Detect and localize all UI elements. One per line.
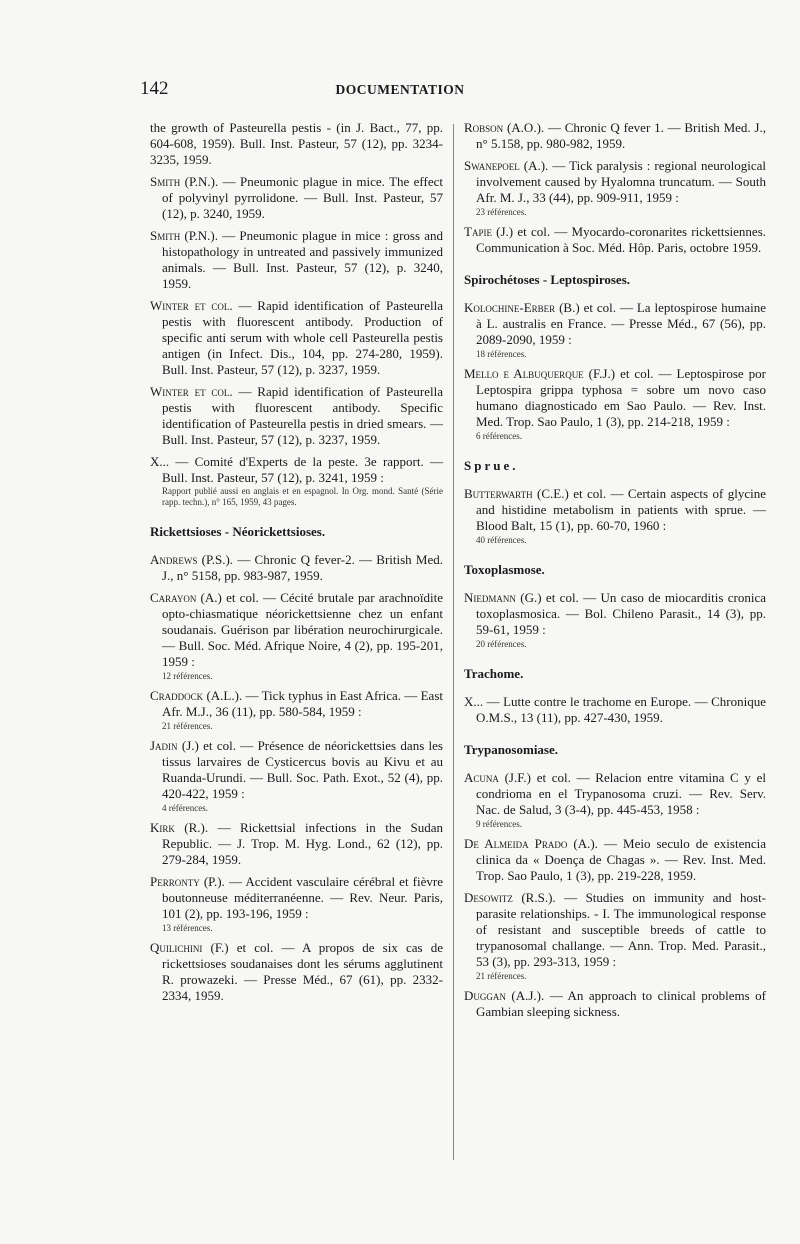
bibliography-entry (464, 988, 766, 1020)
entry-text (150, 298, 443, 378)
bibliography-entry (464, 224, 766, 256)
entry-citation: et col. — Un caso de miocarditis cronica toxoplasmosica. — Bol. Chileno Parasit., 14 (3), pp. 59-61, 1959 : (476, 590, 766, 637)
entry-author: X... (464, 694, 484, 709)
bibliography-entry (464, 590, 766, 650)
entry-author: Carayon (A.) (150, 590, 222, 605)
entry-text (150, 874, 443, 922)
entry-author: Tapie (J.) (464, 224, 514, 239)
entry-text (464, 486, 766, 534)
entry-references: 21 références. (476, 971, 527, 981)
entry-author: Niedmann (G.) (464, 590, 542, 605)
bibliography-entry (150, 120, 443, 168)
entry-references: 13 références. (162, 923, 213, 933)
bibliography-entry (150, 940, 443, 1004)
entry-author: Kirk (R.). (150, 820, 209, 835)
entry-text (150, 384, 443, 448)
entry-author: Jadin (J.) (150, 738, 199, 753)
entry-citation: — Meio seculo de existencia clinica da « Doença de Chagas ». — Rev. Inst. Med. Trop. Sao Paulo, 1 (3), pp. 219-228, 1959. (476, 836, 767, 883)
entry-text (150, 552, 443, 584)
entry-citation: — Rapid identification of Pasteurella pestis with fluorescent antibody. Specific identification of Pasteurella pestis in dried smears. — Bull. Inst. Pasteur, 57 (12), p. 3237, 1959. (162, 384, 443, 447)
left-column (150, 120, 443, 1010)
entry-citation: — Comité d'Experts de la peste. 3e rapport. — Bull. Inst. Pasteur, 57 (12), p. 3241, 1959 : (162, 454, 443, 485)
bibliography-entry (150, 228, 443, 292)
entry-citation: et col. — Certain aspects of glycine and histidine metabolism in patients with sprue. — Blood Balt, 15 (1), pp. 60-70, 1960 : (476, 486, 766, 533)
entry-text (464, 988, 766, 1020)
entry-note: Rapport publié aussi en anglais et en espagnol. In Org. mond. Santé (Série rapp. techn.), n° 165, 1959, 43 pages. (162, 486, 443, 507)
entry-author: Butterwarth (C.E.) (464, 486, 569, 501)
entry-citation: — Pneumonic plague in mice. The effect of polyvinyl pyrrolidone. — Bull. Inst. Pasteur, 57 (12), p. 3240, 1959. (162, 174, 444, 221)
entry-text (464, 836, 766, 884)
bibliography-entry (150, 590, 443, 682)
entry-references: 21 références. (162, 721, 213, 731)
entry-text (464, 770, 766, 818)
section-heading: Sprue. (464, 458, 519, 473)
bibliography-entry (150, 874, 443, 934)
column-divider (453, 124, 454, 1160)
bibliography-entry (150, 454, 443, 508)
entry-references: 40 références. (476, 535, 527, 545)
bibliography-entry (464, 120, 766, 152)
bibliography-entry (150, 738, 443, 814)
entry-text (464, 158, 766, 206)
entry-references: 6 références. (476, 431, 522, 441)
entry-author: X... (150, 454, 170, 469)
entry-text (150, 120, 443, 168)
entry-text (150, 738, 443, 802)
entry-references: 12 références. (162, 671, 213, 681)
entry-citation: — Pneumonic plague in mice : gross and histopathology in untreated and passively immunized animals. — Bull. Inst. Pasteur, 57 (12), p. 3240, 1959. (162, 228, 443, 291)
entry-citation: — Chronic Q fever-2. — British Med. J., n° 5158, pp. 983-987, 1959. (162, 552, 444, 583)
entry-citation: — Accident vasculaire cérébral et fièvre boutonneuse méditerranéenne. — Rev. Neur. Paris, 101 (2), pp. 193-196, 1959 : (162, 874, 443, 921)
entry-text (150, 940, 443, 1004)
entry-citation: — Tick paralysis : regional neurological involvement caused by Hyalomna truncatum. — South Afr. M. J., 33 (44), pp. 909-911, 1959 : (476, 158, 766, 205)
entry-author: Winter et col. (150, 298, 233, 313)
section-heading: Trachome. (464, 666, 524, 681)
entry-citation: — An approach to clinical problems of Gambian sleeping sickness. (476, 988, 767, 1019)
entry-author: De Almeida Prado (A.). (464, 836, 598, 851)
entry-text (150, 228, 443, 292)
entry-author: Smith (P.N.). (150, 228, 219, 243)
bibliography-entry (464, 486, 766, 546)
bibliography-entry (464, 366, 766, 442)
entry-citation: — Lutte contre le trachome en Europe. — Chronique O.M.S., 13 (11), pp. 427-430, 1959. (476, 694, 767, 725)
entry-author: Smith (P.N.). (150, 174, 219, 189)
entry-citation: et col. — Myocardo-coronarites rickettsiennes. Communication à Soc. Méd. Hôp. Paris, octobre 1959. (476, 224, 767, 255)
entry-author: Swanepoel (A.). (464, 158, 549, 173)
entry-text (464, 120, 766, 152)
entry-text (150, 174, 443, 222)
entry-author: Kolochine-Erber (B.) (464, 300, 580, 315)
bibliography-entry (464, 836, 766, 884)
entry-text (464, 694, 766, 726)
entry-citation: et col. — Cécité brutale par arachnoïdite opto-chiasmatique néorickettsienne chez un enfant soudanais. Guérison par libération neurochirurgicale. — Bull. Soc. Méd. Afrique Noire, 4 (2), pp. 195-201, 1959 : (162, 590, 443, 669)
entry-text (464, 890, 766, 970)
entry-author: Winter et col. (150, 384, 233, 399)
entry-citation: et col. — Leptospirose por Leptospira grippa typhosa = sobre um novo caso humano diagnosticado em Sao Paulo. — Rev. Inst. Med. Trop. Sao Paulo, 1 (3), pp. 214-218, 1959 : (476, 366, 766, 429)
entry-citation: — Rapid identification of Pasteurella pestis with fluorescent antibody. Production of specific anti serum with whole cell Pasteurella pestis antigen (in Infect. Dis., 104, pp. 274-280, 1959). Bull. Inst. Pasteur, 57 (12), p. 3237, 1959. (162, 298, 443, 377)
section-heading: Rickettsioses - Néorickettsioses. (150, 524, 326, 539)
bibliography-entry (464, 890, 766, 982)
entry-citation: et col. — Relacion entre vitamina C y el condrioma en el Trypanosoma cruzi. — Rev. Serv. Nac. de Salud, 3 (3-4), pp. 445-453, 1958 : (476, 770, 767, 817)
bibliography-entry (464, 158, 766, 218)
bibliography-entry (464, 300, 766, 360)
entry-text (150, 454, 443, 486)
entry-text (150, 820, 443, 868)
bibliography-entry (150, 298, 443, 378)
section-heading: Spirochétoses - Leptospiroses. (464, 272, 630, 287)
page-header (0, 78, 800, 108)
right-column (464, 120, 766, 1026)
entry-author: Andrews (P.S.). (150, 552, 234, 567)
entry-citation: — Studies on immunity and host-parasite relationships. - I. The immunological response of resistant and susceptible breeds of cattle to trypanosomal challange. — Ann. Trop. Med. Parasit., 53 (3), pp. 293-313, 1959 : (476, 890, 767, 969)
entry-citation: — Chronic Q fever 1. — British Med. J., n° 5.158, pp. 980-982, 1959. (476, 120, 766, 151)
entry-text (464, 590, 766, 638)
entry-text (464, 366, 766, 430)
entry-author: Quilichini (F.) (150, 940, 229, 955)
entry-author: Duggan (A.J.). (464, 988, 545, 1003)
entry-references: 9 références. (476, 819, 522, 829)
entry-text (150, 590, 443, 670)
bibliography-entry (150, 174, 443, 222)
page-number: 142 (140, 78, 169, 99)
running-head: DOCUMENTATION (335, 82, 465, 97)
entry-citation: — Rickettsial infections in the Sudan Republic. — J. Trop. M. Hyg. Lond., 62 (12), pp. 279-284, 1959. (162, 820, 444, 867)
entry-references: 4 références. (162, 803, 208, 813)
entry-citation: et col. — A propos de six cas de rickettsioses soudanaises dont les sérums agglutinent R. prowazeki. — Presse Méd., 67 (61), pp. 2332-2334, 1959. (162, 940, 443, 1003)
entry-author: Desowitz (R.S.). (464, 890, 556, 905)
entry-citation: — Tick typhus in East Africa. — East Afr. M.J., 36 (11), pp. 580-584, 1959 : (162, 688, 443, 719)
entry-text (150, 688, 443, 720)
entry-author: Craddock (A.L.). (150, 688, 243, 703)
entry-author: Robson (A.O.). (464, 120, 545, 135)
entry-citation: et col. — La leptospirose humaine à L. australis en France. — Presse Méd., 67 (56), pp. 2089-2090, 1959 : (476, 300, 767, 347)
bibliography-entry (150, 552, 443, 584)
entry-references: 18 références. (476, 349, 527, 359)
bibliography-entry (150, 688, 443, 732)
entry-citation: the growth of Pasteurella pestis - (in J. Bact., 77, pp. 604-608, 1959). Bull. Inst. Pasteur, 57 (12), pp. 3234-3235, 1959. (150, 120, 443, 167)
entry-author: Perronty (P.). (150, 874, 225, 889)
entry-author: Acuna (J.F.) (464, 770, 531, 785)
entry-citation: et col. — Présence de néorickettsies dans les tissus larvaires de Cysticercus bovis au Kivu et au Ruanda-Urundi. — Bull. Soc. Path. Exot., 52 (4), pp. 420-422, 1959 : (162, 738, 443, 801)
entry-text (464, 224, 766, 256)
entry-references: 20 références. (476, 639, 527, 649)
entry-references: 23 références. (476, 207, 527, 217)
bibliography-entry (150, 820, 443, 868)
entry-author: Mello e Albuquerque (F.J.) (464, 366, 616, 381)
bibliography-entry (464, 694, 766, 726)
section-heading: Trypanosomiase. (464, 742, 559, 757)
bibliography-entry (464, 770, 766, 830)
section-heading: Toxoplasmose. (464, 562, 545, 577)
entry-text (464, 300, 766, 348)
bibliography-entry (150, 384, 443, 448)
